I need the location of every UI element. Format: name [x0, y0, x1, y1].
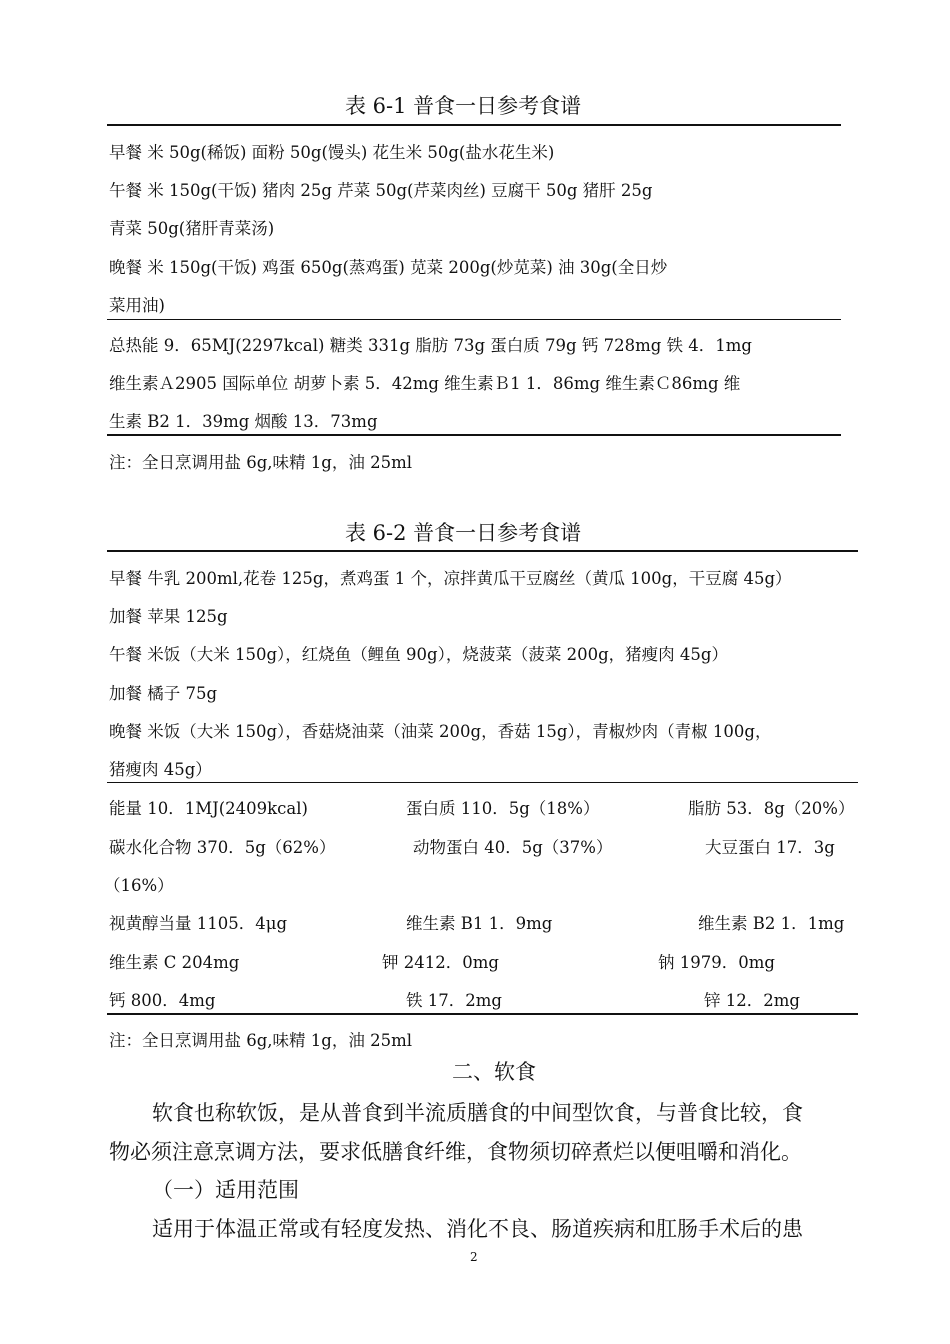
nutrient-soy-protein: 大豆蛋白 17．3g: [705, 838, 835, 857]
nutrient-sodium: 钠 1979．0mg: [658, 953, 775, 972]
paragraph-line: 适用于体温正常或有轻度发热、消化不良、肠道疾病和肛肠手术后的患: [152, 1217, 803, 1241]
table2-caption: 表 6-2 普食一日参考食谱: [345, 521, 582, 545]
table2-mid-rule: [107, 782, 858, 783]
nutrient-fat: 脂肪 53．8g（20%）: [688, 799, 855, 818]
table1-nutrition-line: 维生素Ａ2905 国际单位 胡萝卜素 5．42mg 维生素Ｂ1 1．86mg 维生素Ｃ86mg 维: [109, 374, 741, 393]
nutrient-vitamin-b1: 维生素 B1 1．9mg: [406, 914, 553, 933]
table2-top-rule: [107, 550, 858, 552]
table2-row: 加餐 橘子 75g: [109, 684, 218, 703]
table1-row: 午餐 米 150g(干饭) 猪肉 25g 芹菜 50g(芹菜肉丝) 豆腐干 50g 猪肝 25g: [109, 181, 653, 200]
page-number: 2: [470, 1250, 478, 1264]
nutrient-vitamin-b2: 维生素 B2 1．1mg: [698, 914, 845, 933]
table1-caption: 表 6-1 普食一日参考食谱: [345, 94, 582, 118]
paragraph-line: 软食也称软饭，是从普食到半流质膳食的中间型饮食，与普食比较，食: [152, 1101, 803, 1125]
table1-row: 青菜 50g(猪肝青菜汤): [109, 219, 275, 238]
nutrient-potassium: 钾 2412．0mg: [382, 953, 499, 972]
nutrient-soy-protein-pct: （16%）: [104, 876, 174, 895]
nutrient-vitamin-c: 维生素 C 204mg: [109, 953, 240, 972]
table1-mid-rule: [107, 319, 841, 320]
table2-row: 加餐 苹果 125g: [109, 607, 228, 626]
table1-row: 晚餐 米 150g(干饭) 鸡蛋 650g(蒸鸡蛋) 苋菜 200g(炒苋菜) 油 30g(全日炒: [109, 258, 668, 277]
nutrient-protein: 蛋白质 110．5g（18%）: [406, 799, 600, 818]
nutrient-retinol: 视黄醇当量 1105．4μg: [109, 914, 288, 933]
nutrient-energy: 能量 10．1MJ(2409kcal): [109, 799, 308, 818]
table1-nutrition-line: 生素 B2 1．39mg 烟酸 13．73mg: [109, 412, 378, 431]
table2-note: 注：全日烹调用盐 6g,味精 1g，油 25ml: [109, 1031, 413, 1050]
table2-bottom-rule: [107, 1013, 858, 1015]
table1-row: 早餐 米 50g(稀饭) 面粉 50g(馒头) 花生米 50g(盐水花生米): [109, 143, 555, 162]
table2-row: 猪瘦肉 45g）: [109, 760, 212, 779]
paragraph-line: 物必须注意烹调方法，要求低膳食纤维，食物须切碎煮烂以便咀嚼和消化。: [109, 1140, 802, 1164]
table2-row: 早餐 牛乳 200ml,花卷 125g，煮鸡蛋 1 个，凉拌黄瓜干豆腐丝（黄瓜 100g，干豆腐 45g）: [109, 569, 792, 588]
table2-row: 晚餐 米饭（大米 150g），香菇烧油菜（油菜 200g，香菇 15g），青椒炒肉（青椒 100g，: [109, 722, 772, 741]
table1-note: 注：全日烹调用盐 6g,味精 1g，油 25ml: [109, 453, 413, 472]
table1-row: 菜用油): [109, 296, 165, 315]
table1-top-rule: [107, 124, 841, 126]
table2-row: 午餐 米饭（大米 150g），红烧鱼（鲤鱼 90g），烧菠菜（菠菜 200g，猪瘦肉 45g）: [109, 645, 728, 664]
nutrient-animal-protein: 动物蛋白 40．5g（37%）: [413, 838, 613, 857]
nutrient-zinc: 锌 12．2mg: [704, 991, 800, 1010]
section-heading: 二、软食: [452, 1060, 536, 1084]
table1-bottom-rule: [107, 434, 841, 436]
nutrient-calcium: 钙 800．4mg: [109, 991, 216, 1010]
nutrient-iron: 铁 17．2mg: [406, 991, 502, 1010]
nutrient-carbohydrate: 碳水化合物 370．5g（62%）: [109, 838, 336, 857]
subheading: （一）适用范围: [152, 1178, 299, 1202]
table1-nutrition-line: 总热能 9．65MJ(2297kcal) 糖类 331g 脂肪 73g 蛋白质 79g 钙 728mg 铁 4．1mg: [109, 336, 752, 355]
